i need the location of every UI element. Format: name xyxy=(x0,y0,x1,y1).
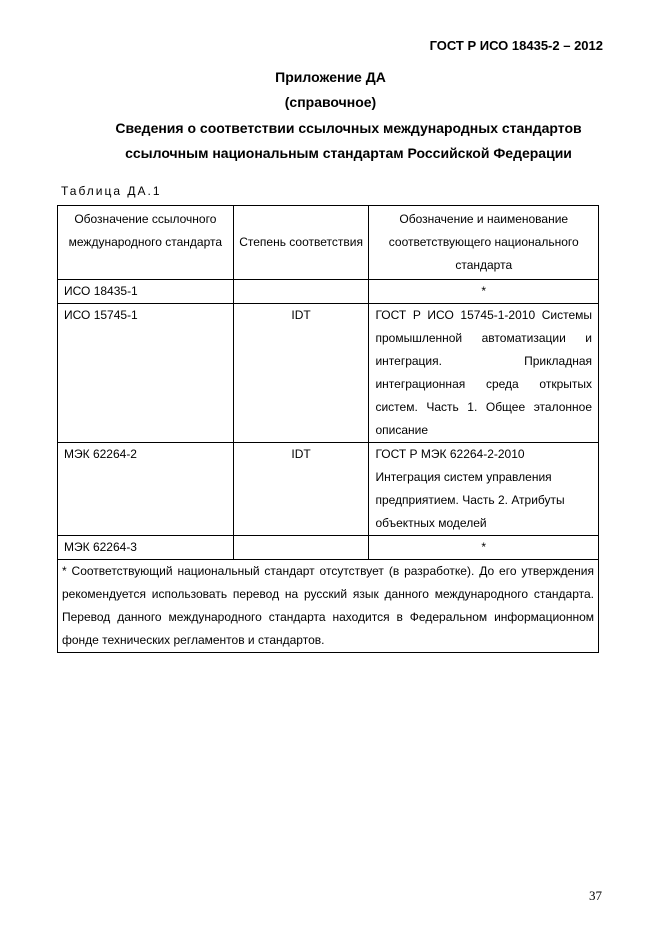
row-degree xyxy=(233,536,369,560)
row-designation: МЭК 62264-3 xyxy=(58,536,234,560)
row-degree: IDT xyxy=(233,304,369,443)
appendix-title: Приложение ДА xyxy=(275,69,386,85)
table-row xyxy=(58,280,599,304)
correspondence-table xyxy=(57,205,599,653)
row-national: ГОСТ Р ИСО 15745-1-2010 Системы промышленной автоматизации и интеграция. Прикладная интеграционная среда открытых систем. Часть 1. Общее эталонное описание xyxy=(369,304,599,443)
table-footnote-row xyxy=(58,560,599,653)
row-national: * xyxy=(369,280,599,304)
page-number: 37 xyxy=(589,888,602,903)
appendix-heading-line2: ссылочным национальным стандартам Российской Федерации xyxy=(125,145,572,161)
row-national: ГОСТ Р МЭК 62264-2-2010 Интеграция систем управления предприятием. Часть 2. Атрибуты объектных моделей xyxy=(369,443,599,536)
table-header-row xyxy=(58,206,599,280)
table-footnote: * Соответствующий национальный стандарт отсутствует (в разработке). До его утверждения рекомендуется использовать перевод на русский язык данного международного стандарта. Перевод данного международного стандарта находится в Федеральном информационном фонде технических регламентов и стандартов. xyxy=(58,560,599,653)
appendix-heading-line1: Сведения о соответствии ссылочных международных стандартов xyxy=(115,120,582,136)
document-header-code: ГОСТ Р ИСО 18435-2 – 2012 xyxy=(429,38,603,53)
appendix-subtitle: (справочное) xyxy=(284,94,377,110)
row-designation: ИСО 18435-1 xyxy=(58,280,234,304)
table-caption: Таблица ДА.1 xyxy=(61,184,162,198)
table-row xyxy=(58,304,599,443)
column-header-degree: Степень соответствия xyxy=(233,206,369,280)
row-designation: ИСО 15745-1 xyxy=(58,304,234,443)
table-row xyxy=(58,443,599,536)
row-national: * xyxy=(369,536,599,560)
column-header-national: Обозначение и наименование соответствующего национального стандарта xyxy=(369,206,599,280)
row-designation: МЭК 62264-2 xyxy=(58,443,234,536)
column-header-designation: Обозначение ссылочного международного стандарта xyxy=(58,206,234,280)
row-degree: IDT xyxy=(233,443,369,536)
table-row xyxy=(58,536,599,560)
row-degree xyxy=(233,280,369,304)
